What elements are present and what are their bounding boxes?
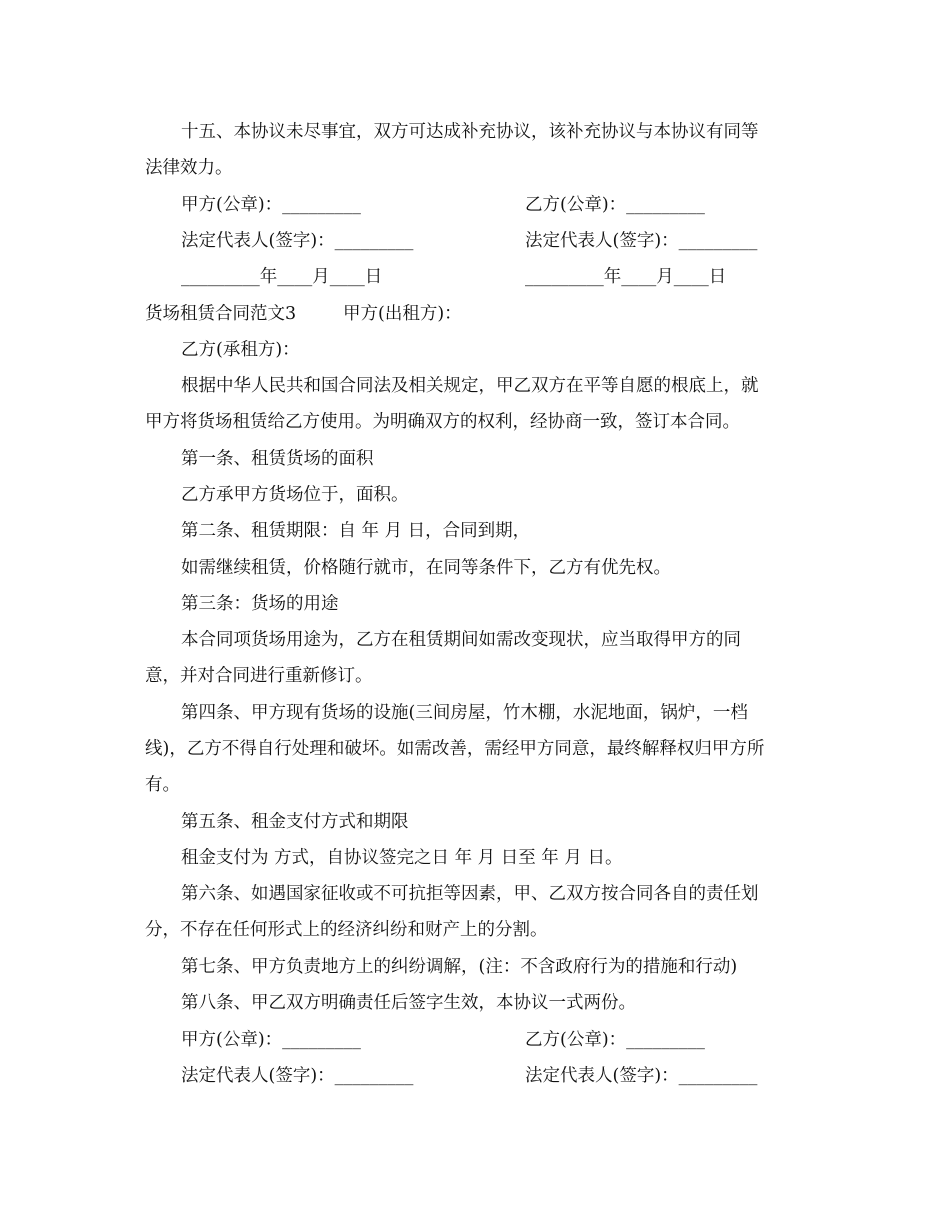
party-a-seal-2: 甲方(公章)：_________: [181, 1030, 361, 1050]
article-6-line-2: 分，不存在任何形式上的经济纠纷和财产上的分割。: [145, 920, 548, 940]
article-5-body: 租金支付为 方式，自协议签完之日 年 月 日至 年 月 日。: [181, 848, 623, 868]
article-8: 第八条、甲乙双方明确责任后签字生效，本协议一式两份。: [181, 993, 636, 1013]
article-6-line-1: 第六条、如遇国家征收或不可抗拒等因素，甲、乙双方按合同各自的责任划: [181, 884, 759, 904]
article-1-title: 第一条、租赁货场的面积: [181, 449, 374, 469]
party-a-representative: 法定代表人(签字)：_________: [181, 231, 414, 251]
intro-line-1: 根据中华人民共和国合同法及相关规定，甲乙双方在平等自愿的根底上，就: [181, 376, 759, 396]
party-b-date: _________年____月____日: [525, 267, 727, 287]
party-b-representative-2: 法定代表人(签字)：_________: [525, 1066, 758, 1086]
party-a-date: _________年____月____日: [181, 267, 383, 287]
article-5-title: 第五条、租金支付方式和期限: [181, 812, 409, 832]
article-3-line-2: 意，并对合同进行重新修订。: [145, 666, 373, 686]
article-4-line-1: 第四条、甲方现有货场的设施(三间房屋，竹木棚，水泥地面，锅炉，一档: [181, 703, 748, 723]
party-b-seal-2: 乙方(公章)：_________: [525, 1030, 705, 1050]
article-4-line-3: 有。: [145, 775, 180, 795]
party-a-seal: 甲方(公章)：_________: [181, 195, 361, 215]
article-3-title: 第三条：货场的用途: [181, 594, 339, 614]
clause-15-line-1: 十五、本协议未尽事宜，双方可达成补充协议，该补充协议与本协议有同等: [181, 122, 759, 142]
article-3-line-1: 本合同项货场用途为，乙方在租赁期间如需改变现状，应当取得甲方的同: [181, 630, 741, 650]
contract-title: 货场租赁合同范文3: [145, 304, 297, 324]
party-b-seal: 乙方(公章)：_________: [525, 195, 705, 215]
article-1-body: 乙方承甲方货场位于，面积。: [181, 485, 409, 505]
intro-line-2: 甲方将货场租赁给乙方使用。为明确双方的权利，经协商一致，签订本合同。: [145, 412, 740, 432]
clause-15-line-2: 法律效力。: [145, 158, 233, 178]
article-4-line-2: 线)，乙方不得自行处理和破坏。如需改善，需经甲方同意，最终解释权归甲方所: [145, 739, 765, 759]
lessor-label: 甲方(出租方)：: [343, 304, 462, 324]
party-b-representative: 法定代表人(签字)：_________: [525, 231, 758, 251]
article-2-title: 第二条、租赁期限：自 年 月 日，合同到期，: [181, 521, 531, 541]
article-2-body: 如需继续租赁，价格随行就市，在同等条件下，乙方有优先权。: [181, 558, 671, 578]
article-7: 第七条、甲方负责地方上的纠纷调解，(注：不含政府行为的措施和行动): [181, 957, 738, 977]
party-a-representative-2: 法定代表人(签字)：_________: [181, 1066, 414, 1086]
lessee-label: 乙方(承租方)：: [181, 340, 300, 360]
